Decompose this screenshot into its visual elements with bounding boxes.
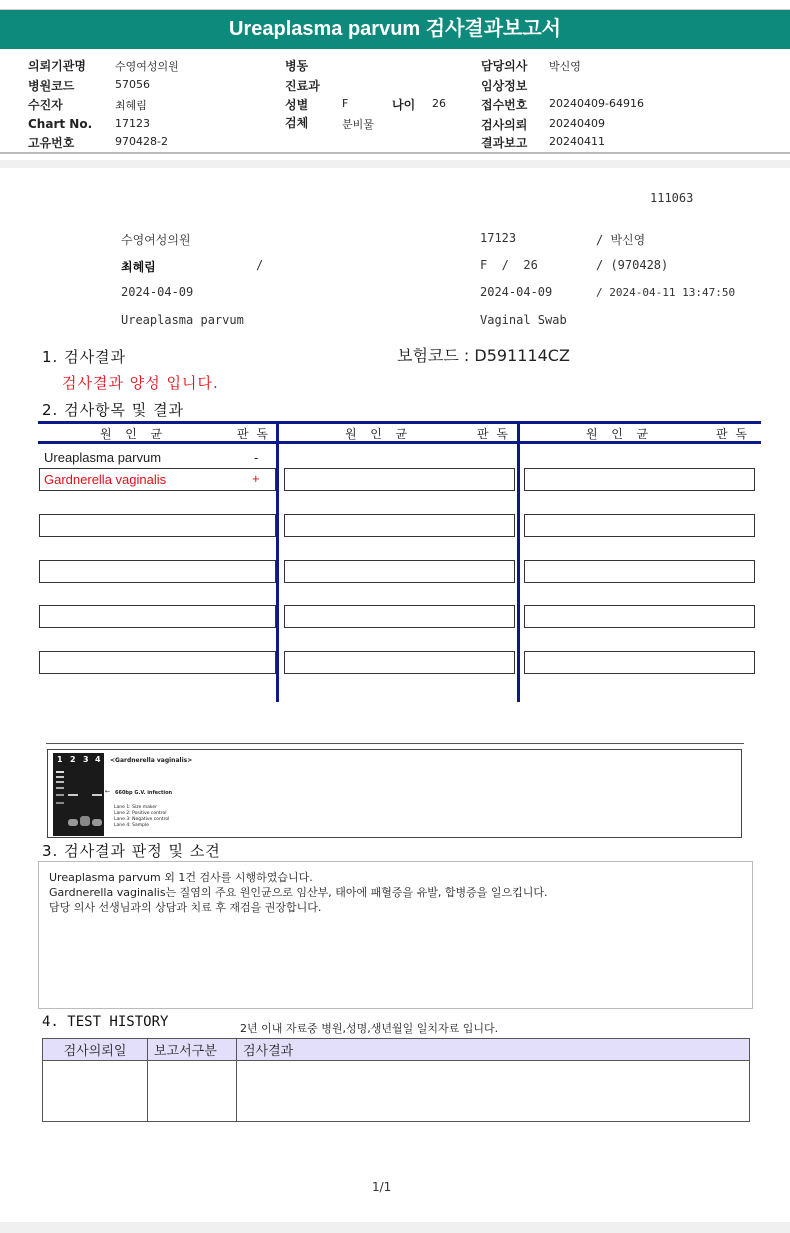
gel-top-rule xyxy=(46,743,744,744)
gel-legend-item: Lane 1: Size maker xyxy=(114,805,157,810)
history-table xyxy=(42,1038,750,1122)
empty-cell xyxy=(284,651,515,674)
lane-number: 2 xyxy=(70,755,76,764)
value-patient: 최혜림 xyxy=(115,99,147,112)
section3-title: 3. 검사결과 판정 및 소견 xyxy=(42,842,221,860)
value-report-date: 20240411 xyxy=(549,135,605,148)
col3-judgement-header: 판 독 xyxy=(716,427,749,441)
col2-organism-header: 원 인 균 xyxy=(345,427,410,441)
history-cell xyxy=(237,1061,750,1122)
label-ward: 병동 xyxy=(285,59,309,73)
value-institution: 수영여성의원 xyxy=(115,60,179,73)
footer-shade xyxy=(0,1222,790,1233)
code-number: 111063 xyxy=(650,191,694,205)
value-specimen: 분비물 xyxy=(342,118,374,131)
label-sex: 성별 xyxy=(285,98,309,112)
page-number: 1/1 xyxy=(372,1180,392,1194)
empty-cell xyxy=(39,560,276,583)
organism-name: Ureaplasma parvum xyxy=(44,450,162,465)
empty-cell xyxy=(524,560,755,583)
empty-cell xyxy=(284,468,515,491)
label-unique-no: 고유번호 xyxy=(28,136,75,150)
empty-cell xyxy=(524,605,755,628)
empty-cell xyxy=(284,560,515,583)
grid-divider-2 xyxy=(517,421,520,702)
gel-image xyxy=(53,753,104,836)
findings-box xyxy=(38,861,753,1009)
findings-line: Ureaplasma parvum 외 1건 검사를 시행하였습니다. xyxy=(49,871,313,884)
info-patient-name: 최혜림 xyxy=(121,260,156,274)
label-department: 진료과 xyxy=(285,79,320,93)
history-col-request-date: 검사의뢰일 xyxy=(43,1039,148,1061)
history-empty-row xyxy=(43,1061,750,1122)
label-specimen: 검체 xyxy=(285,116,309,130)
arrow-icon: ← xyxy=(105,788,111,795)
section1-title: 1. 검사결과 xyxy=(42,348,127,366)
history-col-result: 검사결과 xyxy=(237,1039,750,1061)
history-header-row xyxy=(43,1039,750,1061)
grid-top-line xyxy=(38,421,761,424)
gel-image-frame xyxy=(47,749,742,838)
insurance-code: 보험코드 : D591114CZ xyxy=(397,346,570,365)
label-doctor: 담당의사 xyxy=(481,59,528,73)
info-specimen: Vaginal Swab xyxy=(480,313,567,327)
section2-title: 2. 검사항목 및 결과 xyxy=(42,401,185,419)
value-age: 26 xyxy=(432,97,446,110)
lane-number: 4 xyxy=(95,755,101,764)
label-chart-no: Chart No. xyxy=(28,117,93,131)
empty-cell xyxy=(524,468,755,491)
col2-judgement-header: 판 독 xyxy=(477,427,510,441)
organism-result: + xyxy=(252,471,260,486)
value-sex: F xyxy=(342,97,349,110)
empty-cell xyxy=(524,651,755,674)
gel-legend-item: Lane 2: Positive control xyxy=(114,811,167,816)
col3-organism-header: 원 인 균 xyxy=(586,427,651,441)
empty-cell xyxy=(39,514,276,537)
label-hospital-code: 병원코드 xyxy=(28,79,75,93)
history-cell xyxy=(148,1061,237,1122)
info-test-name: Ureaplasma parvum xyxy=(121,313,244,327)
empty-cell xyxy=(39,605,276,628)
gel-legend-item: Lane 3: Negative control xyxy=(114,817,170,822)
value-receipt-no: 20240409-64916 xyxy=(549,97,644,110)
label-receipt-no: 접수번호 xyxy=(481,98,528,112)
organism-name: Gardnerella vaginalis xyxy=(44,472,167,487)
label-institution: 의뢰기관명 xyxy=(28,59,86,73)
header-divider xyxy=(0,152,790,154)
empty-cell xyxy=(524,514,755,537)
value-doctor: 박신영 xyxy=(549,60,581,73)
result-summary: 검사결과 양성 입니다. xyxy=(62,374,219,392)
info-birth: / (970428) xyxy=(596,258,669,272)
info-institution: 수영여성의원 xyxy=(121,233,191,247)
label-patient: 수진자 xyxy=(28,98,63,112)
info-doctor: / 박신영 xyxy=(596,233,646,247)
info-date-2: 2024-04-09 xyxy=(480,285,553,299)
gel-band-label: 660bp G.V. infection xyxy=(115,790,173,796)
value-chart-no: 17123 xyxy=(115,117,150,130)
info-report-datetime: / 2024-04-11 13:47:50 xyxy=(596,286,736,299)
empty-cell xyxy=(39,651,276,674)
history-cell xyxy=(43,1061,148,1122)
grid-divider-1 xyxy=(276,421,279,702)
history-col-report-type: 보고서구분 xyxy=(148,1039,237,1061)
report-title: Ureaplasma parvum 검사결과보고서 xyxy=(0,9,790,49)
label-clinical-info: 임상정보 xyxy=(481,79,528,93)
result-row-positive xyxy=(39,468,276,491)
gel-title: <Gardnerella vaginalis> xyxy=(110,757,193,764)
gel-legend-item: Lane 4: Sample xyxy=(114,823,149,828)
col1-judgement-header: 판 독 xyxy=(237,427,270,441)
value-hospital-code: 57056 xyxy=(115,78,150,91)
findings-line: Gardnerella vaginalis는 질염의 주요 원인균으로 임산부, 태아에 패혈증을 유발, 합병증을 일으킵니다. xyxy=(49,886,548,899)
value-unique-no: 970428-2 xyxy=(115,135,168,148)
empty-cell xyxy=(284,605,515,628)
label-report-date: 결과보고 xyxy=(481,136,528,150)
info-slash: / xyxy=(256,258,264,272)
section4-title: 4. TEST HISTORY xyxy=(42,1014,169,1030)
empty-cell xyxy=(284,514,515,537)
info-date-1: 2024-04-09 xyxy=(121,285,194,299)
history-note: 2년 이내 자료중 병원,성명,생년월일 일치자료 입니다. xyxy=(240,1022,499,1035)
info-sex-age: F / 26 xyxy=(480,258,538,272)
lane-number: 3 xyxy=(83,755,89,764)
value-request-date: 20240409 xyxy=(549,117,605,130)
label-request-date: 검사의뢰 xyxy=(481,118,528,132)
col1-organism-header: 원 인 균 xyxy=(100,427,165,441)
info-chart-no: 17123 xyxy=(480,231,517,245)
lane-number: 1 xyxy=(57,755,63,764)
header-shade xyxy=(0,160,790,168)
label-age: 나이 xyxy=(392,98,416,112)
findings-line: 담당 의사 선생님과의 상담과 치료 후 재검을 권장합니다. xyxy=(49,901,322,914)
organism-result: - xyxy=(254,450,259,465)
